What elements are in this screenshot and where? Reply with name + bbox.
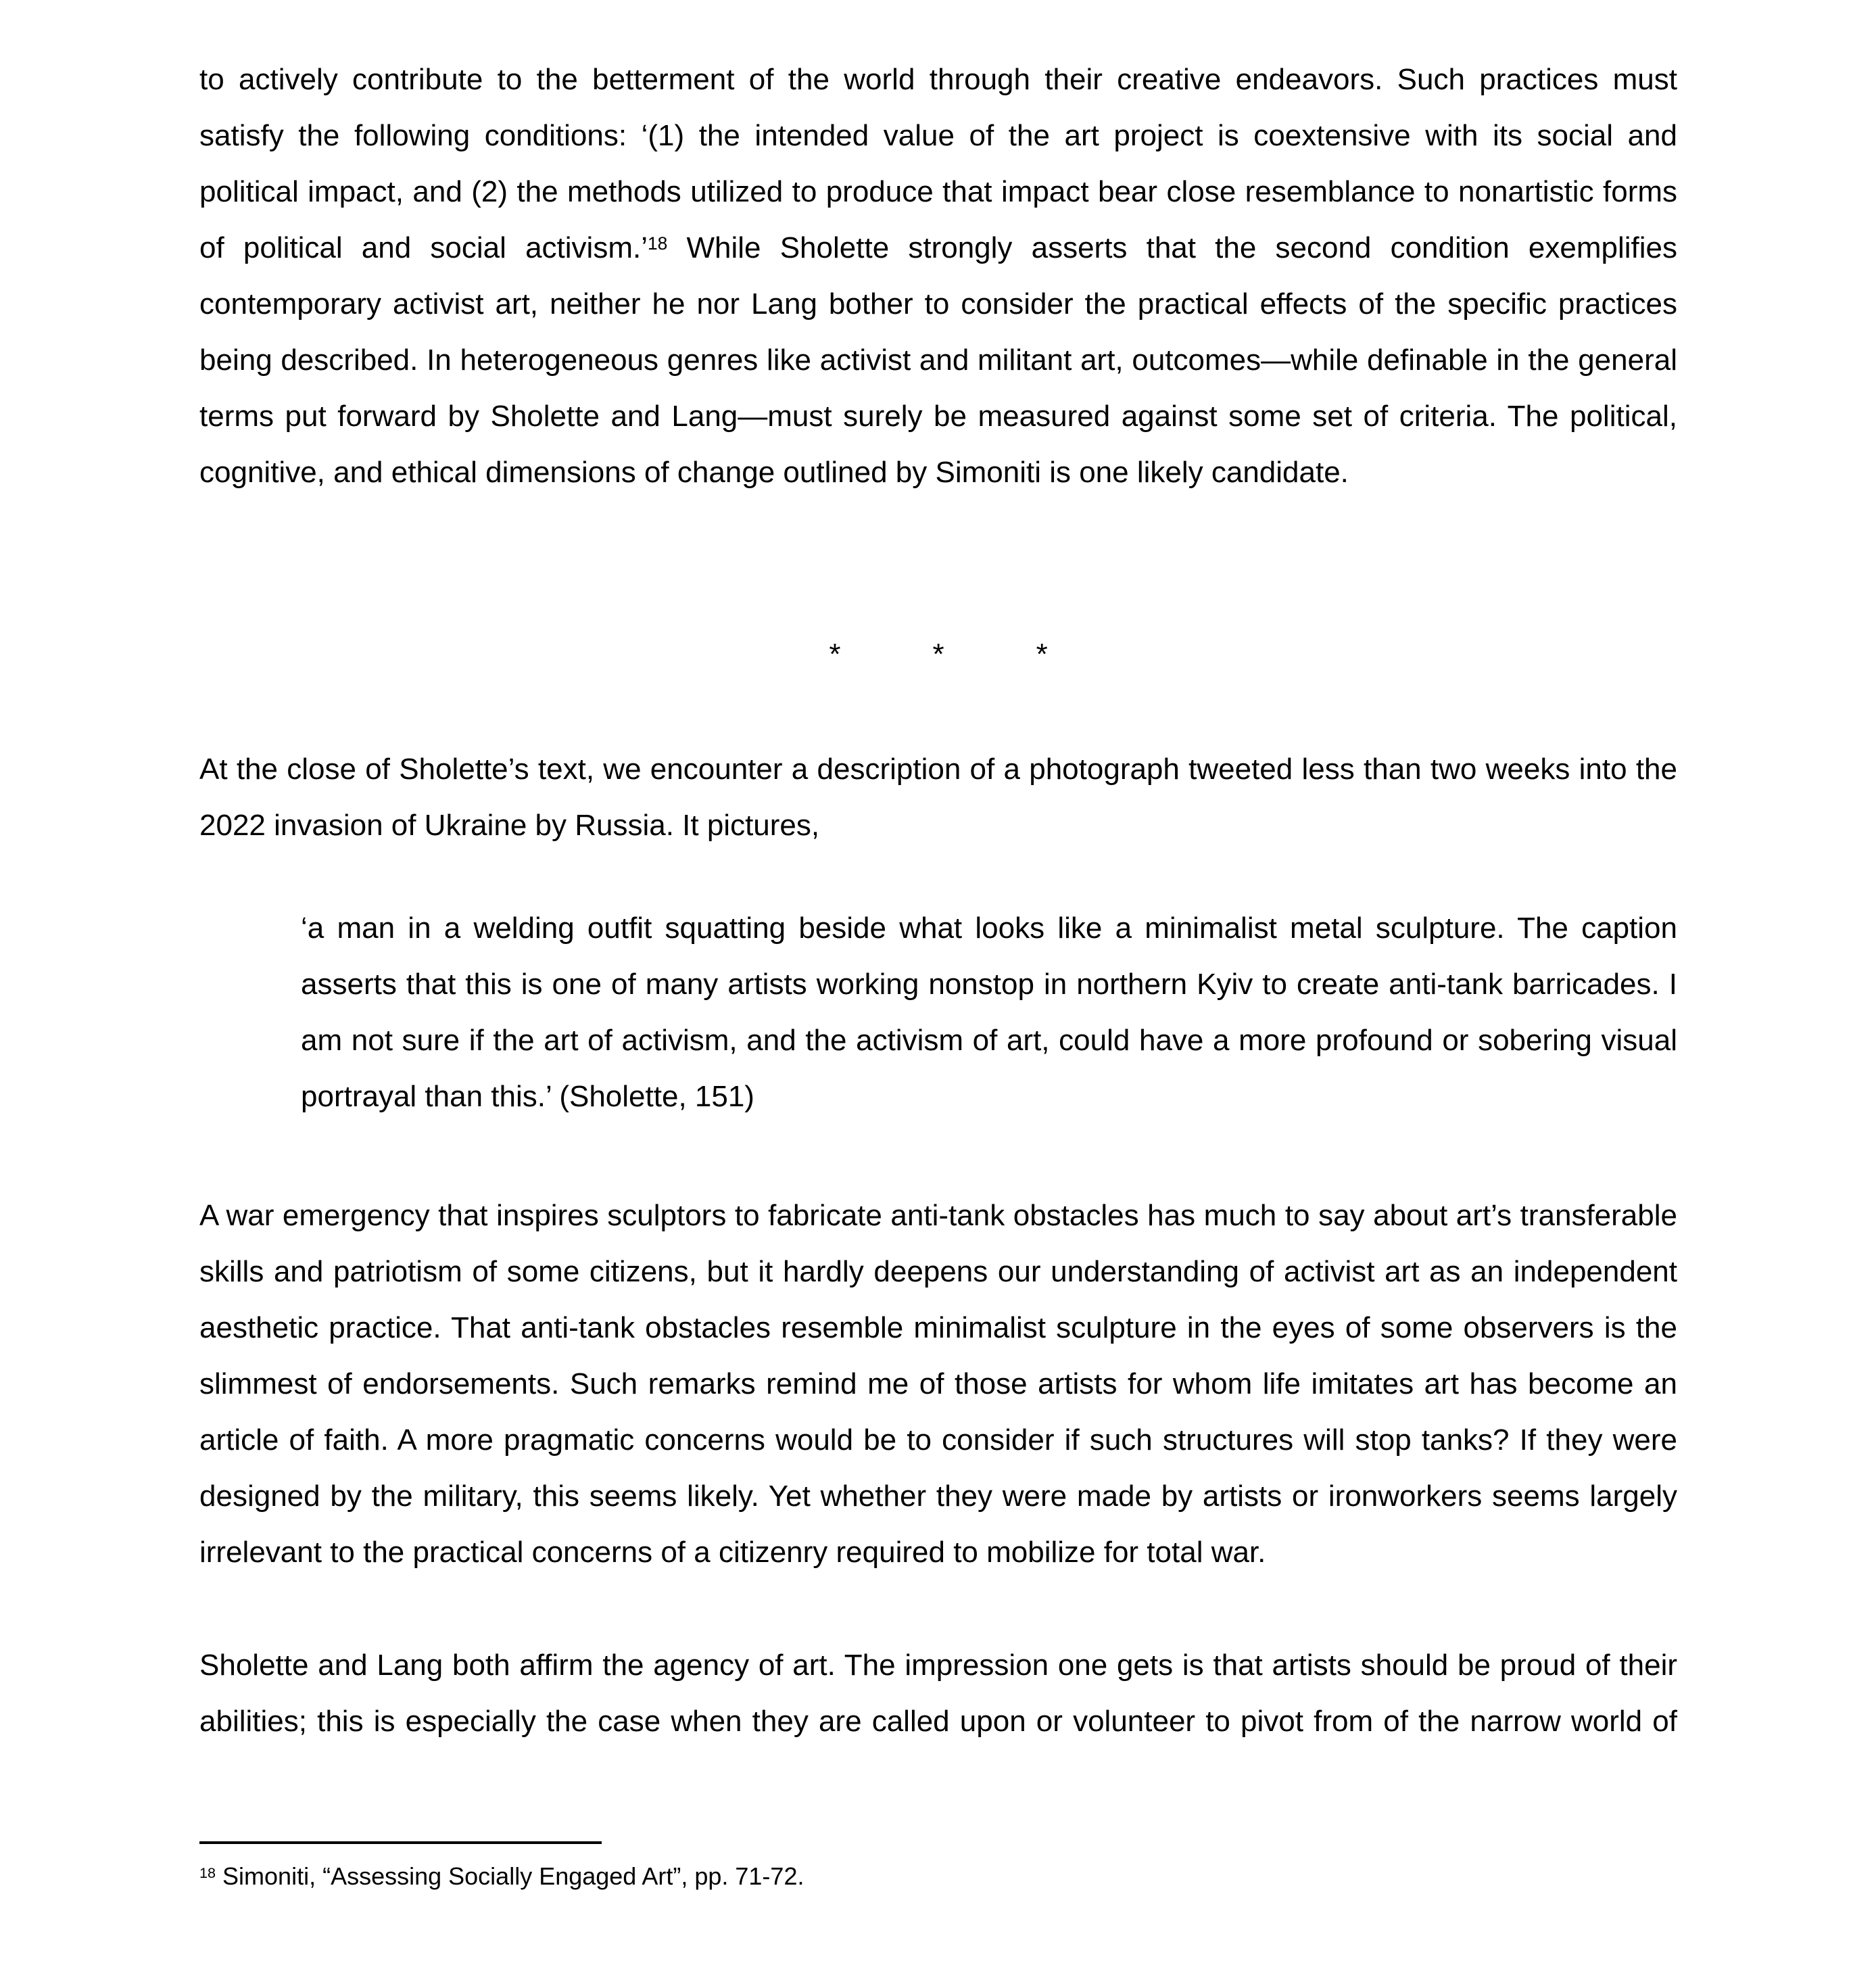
blockquote-sholette-151: ‘a man in a welding outfit squatting beside what looks like a minimalist metal sculpture. The caption asserts that this is one of many artists working nonstop in northern Kyiv to create anti-tank barricades. I am not sure if the art of activism, and the activism of art, could have a more profound or sobering visual portrayal than this.’ (Sholette, 151): [301, 912, 1677, 1113]
footnote-number: 18: [199, 1864, 216, 1882]
footnote-18: [199, 1862, 1677, 1891]
footnote-reference-marker: 18: [647, 233, 668, 254]
paragraph-2: At the close of Sholette’s text, we encounter a description of a photograph tweeted less than two weeks into the 2022 invasion of Ukraine by Russia. It pictures,: [199, 753, 1677, 842]
asterisk-glyph: *: [932, 638, 944, 671]
paragraph-1: [199, 51, 1677, 500]
footnote-text: Simoniti, “Assessing Socially Engaged Art”, pp. 71-72.: [216, 1862, 804, 1890]
paragraph-3: A war emergency that inspires sculptors to fabricate anti-tank obstacles has much to say about art’s transferable skills and patriotism of some citizens, but it hardly deepens our understanding of activist art as an independent aesthetic practice. That anti-tank obstacles resemble minimalist sculpture in the eyes of some observers is the slimmest of endorsements. Such remarks remind me of those artists for whom life imitates art has become an article of faith. A more pragmatic concerns would be to consider if such structures will stop tanks? If they were designed by the military, this seems likely. Yet whether they were made by artists or ironworkers seems largely irrelevant to the practical concerns of a citizenry required to mobilize for total war.: [199, 1199, 1677, 1569]
paragraph-1-text-after-ref: While Sholette strongly asserts that the second condition exemplifies contemporary activist art, neither he nor Lang bother to consider the practical effects of the specific practices being described. In heterogeneous genres like activist and militant art, outcomes—while definable in the general terms put forward by Sholette and Lang—must surely be measured against some set of criteria. The political, cognitive, and ethical dimensions of change outlined by Simoniti is one likely candidate.: [199, 231, 1677, 489]
paragraph-1-text-before-ref: to actively contribute to the betterment of the world through their creative endeavors. Such practices must satisfy the following conditions: ‘(1) the intended value of the art project is coextensive with its social and political impact, and (2) the methods utilized to produce that impact bear close resemblance to nonartistic forms of political and social activism.’: [199, 63, 1677, 264]
asterisk-glyph: *: [829, 638, 841, 671]
asterisk-glyph: *: [1036, 638, 1048, 671]
footnote-separator-rule: [199, 1841, 602, 1844]
paragraph-4: Sholette and Lang both affirm the agency of art. The impression one gets is that artists should be proud of their abilities; this is especially the case when they are called upon or volunteer to pivot from of the narrow world of: [199, 1649, 1677, 1738]
section-break-asterisks: [199, 626, 1677, 682]
